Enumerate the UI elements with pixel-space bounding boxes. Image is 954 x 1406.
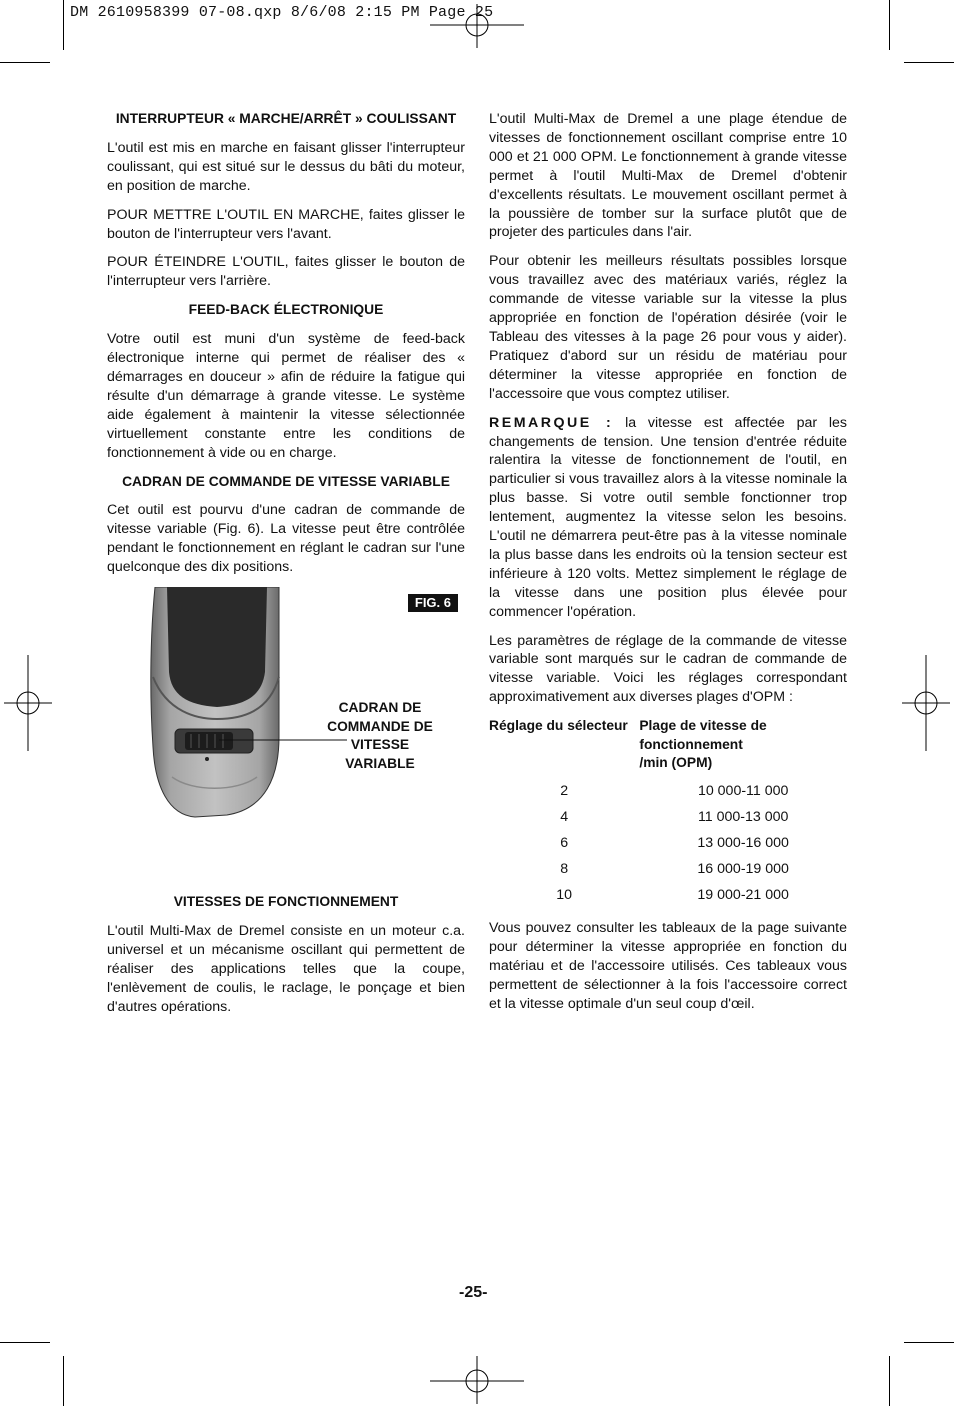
col-range-header bbox=[639, 717, 847, 779]
col-range-header-line3: /min (OPM) bbox=[639, 755, 713, 771]
setting-cell: 10 bbox=[556, 886, 573, 903]
range-cell: 11 000-13 000 bbox=[697, 808, 789, 825]
left-column bbox=[107, 110, 465, 1026]
right-column bbox=[489, 110, 847, 1024]
setting-cell: 4 bbox=[560, 808, 569, 825]
range-cell: 19 000-21 000 bbox=[697, 886, 789, 903]
col-range-header-line2: fonctionnement bbox=[639, 736, 743, 752]
range-cell: 16 000-19 000 bbox=[697, 860, 789, 877]
speeds-paragraph: L'outil Multi-Max de Dremel consiste en un moteur c.a. universel et un mécanisme oscillant qui permettent de réaliser des applications telles que la coupe, l'enlèvement de coulis, le raclage, le ponçage et bien d'autres opérations. bbox=[107, 922, 465, 1015]
feedback-paragraph: Votre outil est muni d'un système de feed-back électronique interne qui permet de réaliser des « démarrages en douceur » afin de réduire la fatigue qui résulte d'un démarrage à grande vitesse. Le système aide également à maintenir la vitesse sélectionnée virtuellement constante entre les conditions de fonctionnement à vide ou en charge. bbox=[107, 331, 465, 461]
page-number: -25- bbox=[459, 1284, 488, 1301]
setting-cell: 6 bbox=[560, 834, 569, 851]
col-setting-header: Réglage du sélecteur bbox=[489, 718, 628, 734]
switch-paragraph-1: L'outil est mis en marche en faisant glisser l'interrupteur coulissant, qui est situé sur le dessus du bâti du moteur, en position de marche. bbox=[107, 139, 465, 194]
table-row bbox=[489, 779, 847, 805]
dial-heading: CADRAN DE COMMANDE DE VITESSE VARIABLE bbox=[122, 473, 450, 489]
print-slug: DM 2610958399 07-08.qxp 8/6/08 2:15 PM Page 25 bbox=[70, 4, 494, 21]
speed-table-header bbox=[489, 717, 847, 779]
setting-cell: 8 bbox=[560, 860, 569, 877]
best-results-paragraph: Pour obtenir les meilleurs résultats possibles lorsque vous travaillez avec des matériaux variés, réglez la commande de vitesse variable sur la vitesse la plus appropriée en fonction de l'opération désirée (voir le Tableau des vitesses à la page 26 pour vous y aider). Pratiquez d'abord sur un résidu de matériau pour déterminer la vitesse appropriée en fonction de l'accessoire que vous comptez utiliser. bbox=[489, 253, 847, 402]
remark-paragraph bbox=[489, 414, 847, 622]
remark-label: REMARQUE : bbox=[489, 414, 614, 431]
table-row bbox=[489, 857, 847, 883]
range-cell: 10 000-11 000 bbox=[697, 782, 789, 799]
figure-callout: CADRAN DE COMMANDE DE VITESSE VARIABLE bbox=[327, 700, 433, 771]
switch-paragraph-3: POUR ÉTEINDRE L'OUTIL, faites glisser le bouton de l'interrupteur vers l'arrière. bbox=[107, 254, 465, 290]
col-range-header-line1: Plage de vitesse de bbox=[639, 718, 767, 734]
range-paragraph: L'outil Multi-Max de Dremel a une plage étendue de vitesses de fonctionnement oscillant comprise entre 10 000 et 21 000 OPM. Le fonctionnement à grande vitesse permet à l'outil Multi-Max de Dremel d'obtenir d'excellents résultats. Le mouvement oscillant permet à la poussière de tomber sur la surface plutôt que de projeter des particules dans l'air. bbox=[489, 111, 847, 241]
range-cell: 13 000-16 000 bbox=[697, 834, 789, 851]
switch-heading: INTERRUPTEUR « MARCHE/ARRÊT » COULISSANT bbox=[115, 111, 457, 126]
table-row bbox=[489, 831, 847, 857]
figure-6 bbox=[107, 587, 465, 869]
table-row bbox=[489, 805, 847, 831]
setting-cell: 2 bbox=[560, 782, 569, 799]
speeds-heading: VITESSES DE FONCTIONNEMENT bbox=[173, 894, 399, 910]
remark-text: la vitesse est affectée par les changements de tension. Une tension d'entrée réduite ralentira la vitesse de fonctionnement de l'outil, en particulier si vous travaillez alors à la vitesse nominale la plus basse. Si votre outil semble fonctionner trop lentement, augmentez la vitesse selon les besoins. L'outil ne démarrera peut-être pas à la vitesse nominale la plus basse dans les endroits où la tension secteur est inférieure à 120 volts. Mettez simplement le réglage de la vitesse dans une position plus élevée pour commencer l'opération. bbox=[489, 414, 847, 620]
feedback-heading: FEED-BACK ÉLECTRONIQUE bbox=[188, 302, 384, 318]
dial-paragraph: Cet outil est pourvu d'une cadran de commande de vitesse variable (Fig. 6). La vitesse peut être contrôlée pendant le fonctionnement en réglant le cadran sur l'une quelconque des dix positions. bbox=[107, 502, 465, 576]
charts-paragraph: Vous pouvez consulter les tableaux de la page suivante pour déterminer la vitesse appropriée en fonction du matériau et de l'accessoire utilisés. Ces tableaux vous permettent de sélectionner à la fois l'accessoire correct et la vitesse optimale d'un seul coup d'œil. bbox=[489, 919, 847, 1012]
figure-tag: FIG. 6 bbox=[408, 594, 458, 612]
speed-table bbox=[489, 717, 847, 909]
table-row bbox=[489, 883, 847, 909]
settings-paragraph: Les paramètres de réglage de la commande de vitesse variable sont marqués sur le cadran de commande de vitesse variable. Voici les réglages correspondant approximativement aux diverses plages d'OPM : bbox=[489, 632, 847, 706]
switch-paragraph-2: POUR METTRE L'OUTIL EN MARCHE, faites glisser le bouton de l'interrupteur vers l'avant. bbox=[107, 206, 465, 242]
